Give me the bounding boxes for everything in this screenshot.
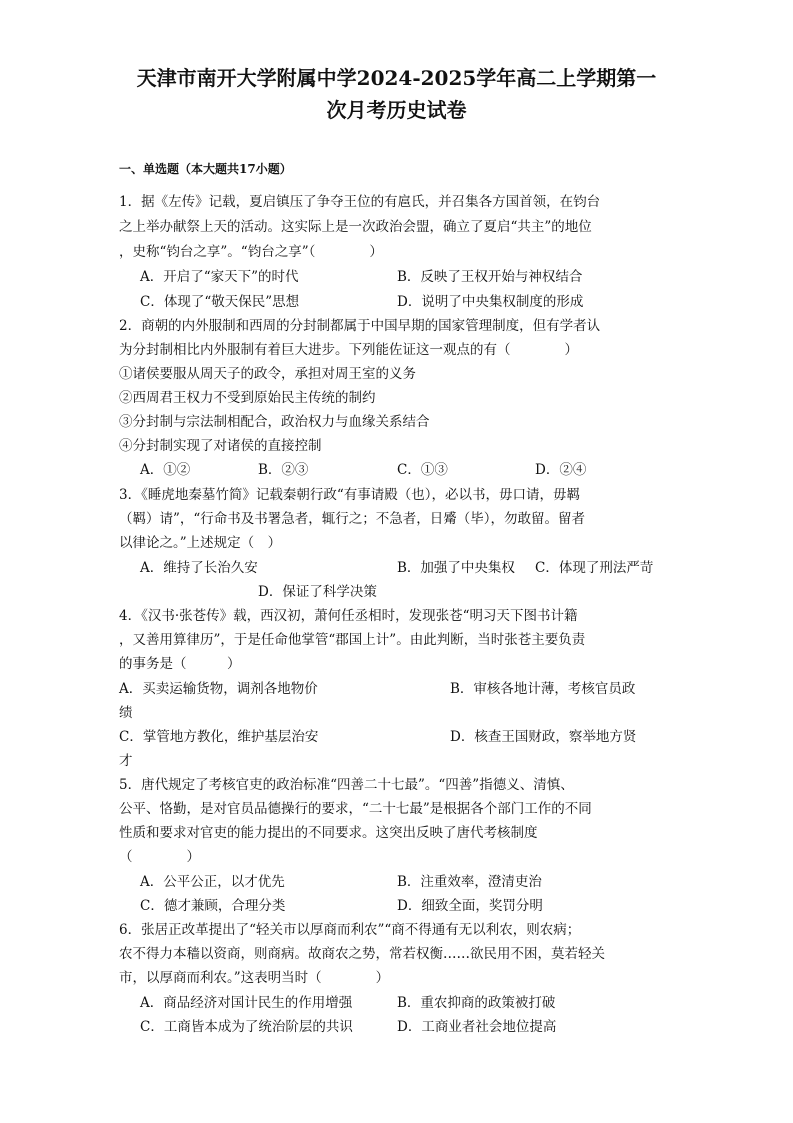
q5-stem-line-2: 公平、恪勤，是对官员品德操行的要求，“二十七最”是根据各个部门工作的不同	[119, 801, 592, 817]
q5-option-b[interactable]: B．注重效率，澄清吏治	[397, 874, 542, 890]
q3-option-c[interactable]: C．体现了刑法严苛	[535, 560, 654, 576]
q6-stem-line-2: 农不得力本穑以资商，则商病。故商农之势，常若权衡……欲民用不困，莫若轻关	[119, 946, 605, 962]
q5-stem-line-4: （ ）	[119, 849, 200, 865]
q6-option-c[interactable]: C．工商皆本成为了统治阶层的共识	[140, 1019, 353, 1035]
q4-stem-line-1: 4．《汉书·张苍传》载，西汉初，萧何任丞相时，发现张苍“明习天下图书计籍	[119, 608, 578, 624]
q5-option-d[interactable]: D．细致全面，奖罚分明	[397, 898, 543, 914]
title-line-2: 次月考历史试卷	[326, 98, 467, 122]
q5-option-c[interactable]: C．德才兼顾，合理分类	[140, 898, 286, 914]
q2-stem-line-4: ②西周君王权力不受到原始民主传统的制约	[119, 390, 376, 406]
q2-stem-line-5: ③分封制与宗法制相配合，政治权力与血缘关系结合	[119, 414, 430, 430]
q1-option-c[interactable]: C．体现了“敬天保民”思想	[140, 294, 300, 310]
q1-stem-line-2: 之上举办献祭上天的活动。这实际上是一次政治会盟，确立了夏启“共主”的地位	[119, 219, 592, 235]
q2-option-c[interactable]: C．①③	[397, 462, 448, 478]
q5-stem-line-3: 性质和要求对官吏的能力提出的不同要求。这突出反映了唐代考核制度	[119, 825, 538, 841]
q2-stem-line-3: ①诸侯要服从周天子的政令，承担对周王室的义务	[119, 366, 416, 382]
q6-stem-line-1: 6．张居正改革提出了“轻关市以厚商而利农”“商不得通有无以利农，则农病；	[119, 922, 581, 938]
q6-option-a[interactable]: A．商品经济对国计民生的作用增强	[140, 995, 353, 1011]
q1-stem-line-1: 1．据《左传》记载，夏启镇压了争夺王位的有扈氏，并召集各方国首领，在钧台	[119, 194, 601, 210]
q2-stem-line-2: 为分封制相比内外服制有着巨大进步。下列能佐证这一观点的有（ ）	[119, 342, 578, 358]
q3-stem-line-1: 3．《睡虎地秦墓竹简》记载秦朝行政“有事请殿（也），必以书，毋口请，毋羁	[119, 487, 580, 503]
q5-stem-line-1: 5．唐代规定了考核官吏的政治标准“四善二十七最”。“四善”指德义、清慎、	[119, 777, 574, 793]
q3-option-b[interactable]: B．加强了中央集权	[397, 560, 515, 576]
title-line-1: 天津市南开大学附属中学2024-2025学年高二上学期第一	[136, 66, 657, 90]
q4-stem-line-3: 的事务是（ ）	[119, 656, 241, 672]
q6-option-b[interactable]: B．重农抑商的政策被打破	[397, 995, 556, 1011]
q2-stem-line-1: 2．商朝的内外服制和西周的分封制都属于中国早期的国家管理制度，但有学者认	[119, 318, 601, 334]
q4-option-a[interactable]: A．买卖运输货物，调剂各地物价	[119, 681, 318, 697]
q1-stem-line-3: ，史称“钧台之享”。“钧台之享”（ ）	[119, 244, 383, 260]
q4-option-b-wrap: 绩	[119, 705, 133, 721]
q3-option-a[interactable]: A．维持了长治久安	[140, 560, 258, 576]
q6-stem-line-3: 市，以厚商而利农。”这表明当时（ ）	[119, 970, 390, 986]
q5-option-a[interactable]: A．公平公正，以才优先	[140, 874, 285, 890]
section-heading: 一、单选题（本大题共17小题）	[119, 162, 292, 176]
q6-option-d[interactable]: D．工商业者社会地位提高	[397, 1019, 557, 1035]
q4-option-b[interactable]: B．审核各地计薄，考核官员政	[450, 681, 636, 697]
q2-stem-line-6: ④分封制实现了对诸侯的直接控制	[119, 438, 322, 454]
q3-stem-line-3: 以律论之。”上述规定（ ）	[119, 535, 282, 551]
q2-option-d[interactable]: D．②④	[535, 462, 587, 478]
q1-option-d[interactable]: D．说明了中央集权制度的形成	[397, 294, 584, 310]
q4-option-c[interactable]: C．掌管地方教化，维护基层治安	[119, 729, 319, 745]
q1-option-a[interactable]: A．开启了“家天下”的时代	[140, 269, 299, 285]
q4-stem-line-2: ，又善用算律历”，于是任命他掌管“郡国上计”。由此判断，当时张苍主要负责	[119, 632, 586, 648]
q4-option-d[interactable]: D．核查王国财政，察举地方贤	[450, 729, 637, 745]
q3-stem-line-2: （羁）请”，“行命书及书署急者，辄行之；不急者，日觱（毕），勿敢留。留者	[119, 511, 586, 527]
document-title	[100, 62, 693, 126]
q2-option-b[interactable]: B．②③	[258, 462, 309, 478]
q2-option-a[interactable]: A．①②	[140, 462, 191, 478]
q3-option-d[interactable]: D．保证了科学决策	[258, 584, 377, 600]
q4-option-d-wrap: 才	[119, 753, 133, 769]
q1-option-b[interactable]: B．反映了王权开始与神权结合	[397, 269, 583, 285]
